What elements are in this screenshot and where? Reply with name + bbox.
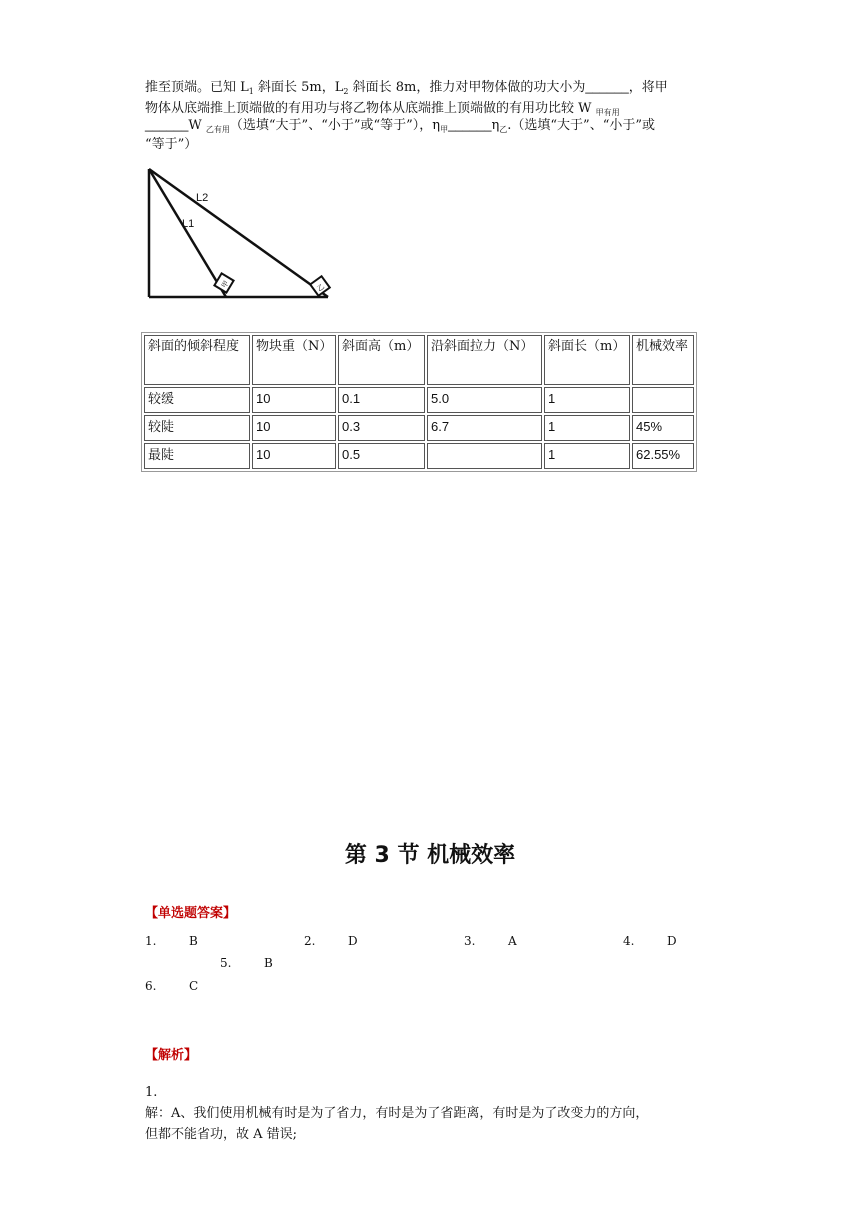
answers-label: 【单选题答案】	[145, 906, 237, 921]
answer-item: 5. B	[220, 956, 273, 970]
answer-item: 2. D	[304, 934, 358, 948]
table-cell: 5.0	[427, 387, 542, 413]
blank-useful-work: ______	[145, 117, 189, 132]
table-cell: 较缓	[144, 387, 250, 413]
analysis-line-1: 解：A、我们使用机械有时是为了省力，有时是为了省距离，有时是为了改变力的方向，	[145, 1106, 649, 1121]
header-incline: 斜面的倾斜程度	[144, 335, 250, 385]
block-yi	[310, 276, 330, 296]
question-line-3: ______W $_{乙有用}$（选填“大于”、“小于”或“等于”），$\eta_甲\_\_\_\_\_\_\eta_乙$.（选填“大于”、“小于”或	[145, 117, 655, 134]
answer-item: 3. A	[464, 934, 517, 948]
table-cell: 62.55%	[632, 443, 694, 469]
slope-l1	[149, 169, 226, 297]
table-cell: 0.3	[338, 415, 425, 441]
table-row	[144, 387, 694, 413]
table-cell: 最陡	[144, 443, 250, 469]
table-cell: 0.1	[338, 387, 425, 413]
table-cell: 10	[252, 443, 336, 469]
answer-item: 1. B	[145, 934, 198, 948]
label-l1: L1	[182, 218, 195, 230]
header-weight: 物块重（N）	[252, 335, 336, 385]
header-efficiency: 机械效率	[632, 335, 694, 385]
table-cell: 1	[544, 443, 630, 469]
table-cell: 1	[544, 387, 630, 413]
slope-l2	[149, 169, 328, 297]
question-line-1: 推至顶端。已知 $L_1$ 斜面长 5m，$L_2$ 斜面长 8m，推力对甲物体做的功大小为______，将甲	[145, 79, 668, 96]
analysis-line-2: 但都不能省功，故 A 错误;	[145, 1127, 298, 1142]
analysis-label: 【解析】	[145, 1048, 198, 1063]
table-cell	[427, 443, 542, 469]
header-length: 斜面长（m）	[544, 335, 630, 385]
table-cell: 6.7	[427, 415, 542, 441]
block-jia	[214, 273, 233, 292]
question-line-4: “等于”）	[145, 137, 198, 152]
table-cell: 较陡	[144, 415, 250, 441]
table-row	[144, 415, 694, 441]
answer-item: 4. D	[623, 934, 677, 948]
block-yi-label: 乙	[315, 282, 326, 294]
table-row	[144, 443, 694, 469]
table-header-row	[144, 335, 694, 385]
block-jia-label: 甲	[220, 279, 231, 290]
table-cell: 0.5	[338, 443, 425, 469]
table-cell: 45%	[632, 415, 694, 441]
analysis-item-number: 1.	[145, 1085, 158, 1100]
answer-item: 6. C	[145, 979, 199, 993]
question-line-2: 物体从底端推上顶端做的有用功与将乙物体从底端推上顶端做的有用功比较 W $_{甲有用}$	[145, 101, 620, 117]
header-height: 斜面高（m）	[338, 335, 425, 385]
table-cell: 10	[252, 387, 336, 413]
blank-work: ______	[585, 79, 629, 94]
header-pull: 沿斜面拉力（N）	[427, 335, 542, 385]
section-title: 第 3 节 机械效率	[344, 843, 516, 868]
blank-efficiency: ______	[448, 117, 492, 132]
table-cell: 1	[544, 415, 630, 441]
table-cell: 10	[252, 415, 336, 441]
table-cell	[632, 387, 694, 413]
label-l2: L2	[196, 192, 209, 204]
experiment-table	[141, 332, 697, 472]
inclined-plane-diagram	[140, 164, 340, 304]
